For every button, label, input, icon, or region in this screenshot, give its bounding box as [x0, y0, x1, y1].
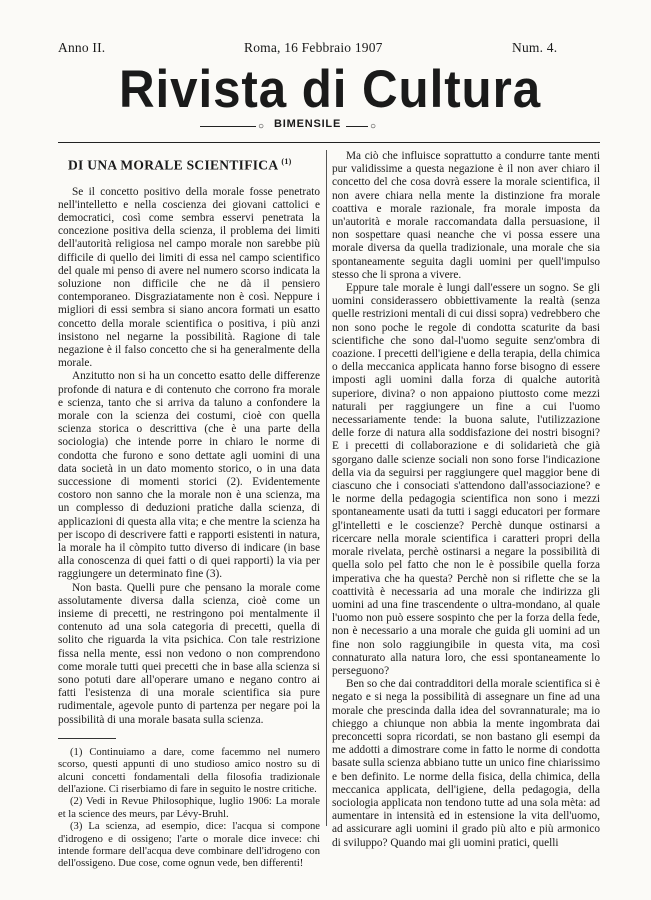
left-paragraph-1: Se il concetto positivo della morale fosse penetrato nell'intelletto e nella coscienza dei giovani cattolici e democratici, così come sembra esservi penetrata la concezione positiva della scienza, il problema dei limiti dell'autorità religiosa nel campo morale non sarebbe più difficile di quello dei limiti di essa nel campo scientifico del quale mi penso di avere nel numero scorso indicata la soluzione non difficile che ne dà il pensiero contemporaneo. Disgraziatamente non è così. Neppure i migliori di essi sembra si siano ancora formati un esatto concetto della morale scientifica o positiva, i più anzi insistono nel negarne la possibilità. Ragione di tale negazione è il falso concetto che si ha generalmente della morale. [58, 185, 320, 370]
ornament-circle-left-icon: ○ [258, 121, 265, 132]
masthead-subtitle: BIMENSILE [274, 118, 342, 130]
article-title-note: (1) [281, 157, 292, 166]
right-paragraph-2: Eppure tale morale è lungi dall'essere un sogno. Se gli uomini considerassero obbiettivamente la realtà (senza quelle restrizioni mentali di cui dissi sopra) vedrebbero che non sono poche le regole di condotta scaturite da basi scientifiche che sono dal-l'uomo seguite senz'ombra di coazione. I precetti dell'igiene e della terapia, della chimica o della meccanica applicata hanno forse bisogno di essere imposti agli uomini dalla forza di qualche autorità superiore, divina? o non appaiono piuttosto come mezzi naturali per raggiungere un fine a cui l'uomo necessariamente tende: la buona salute, l'utilizzazione delle forze di natura alla soddisfazione dei nostri bisogni? E i precetti di collaborazione e di solidarietà che già sgorgano dalle scienze sociali non sono forse l'indicazione della via da seguirsi per raggiungere quel maggior bene di ciascuno che i consociati s'attendono dall'associazione? e le norme della pedagogia scientifica non sono i mezzi spontaneamente usati da tutti i saggi educatori per formare gl'intelletti e le coscienze? Perchè dunque ostinarsi a ricercare nella morale scientifica i caratteri propri della morale rivelata, perchè ostinarsi a negare la possibilità di quella solo pel fatto che non le è possibile quella forza imperativa che ha questa? Perchè non si riflette che se la coattività è necessaria ad una morale che indirizza gli uomini ad una fine trascendente o ultra-mondano, al quale l'uomo non può essere sospinto che per la forza della fede, non è necessario a una morale che guida gli uomini ad un fine non solo raggiungibile in questa vita, ma così connaturato alla natura loro, che essi spontaneamente lo perseguono? [332, 282, 600, 677]
issue-year: Anno II. [58, 40, 106, 55]
ornament-rule-left [200, 126, 256, 127]
left-paragraph-3: Non basta. Quelli pure che pensano la morale come assolutamente diversa dalla scienza, cioè come un insieme di precetti, ne restringono poi mentalmente il contenuto ad una sola categoria di precetti, quella di solito che riguarda la vita psichica. Con tale restrizione fissa nella mente, essi non vedono o non comprendono come morale tutti quei precetti che in base alla scienza si sono potuti dare all'operare umano e negano contro ai fatti l'esistenza di una morale scientifica sia pure rudimentale, agevole punto di partenza per negare poi la possibilità di una morale basata sulla scienza. [58, 581, 320, 726]
header-rule [58, 142, 600, 143]
footnote-3: (3) La scienza, ad esempio, dice: l'acqua si compone d'idrogeno e di ossigeno; l'arte o morale dice invece: chi intende formare dell'acqua deve combinare dell'idrogeno con dell'ossigeno. Due cose, come ognun vede, ben differenti! [58, 821, 320, 870]
place-date: Roma, 16 Febbraio 1907 [244, 40, 383, 55]
masthead-subtitle-row [0, 118, 651, 134]
column-divider [326, 150, 327, 826]
footnote-1: (1) Continuiamo a dare, come facemmo nel numero scorso, questi appunti di uno studioso amico nostro su di alcuni concetti fondamentali della filosofia tradizionale dell'azione. Ci riserbiamo di fare in seguito le nostre critiche. [58, 746, 320, 796]
footnote-2: (2) Vedi in Revue Philosophique, luglio 1906: La morale et la science des meurs, par Lévy-Bruhl. [58, 796, 320, 820]
article-title-block [68, 154, 320, 174]
right-paragraph-3: Ben so che dai contradditori della morale scientifica si è negato e si nega la possibilità di assegnare un fine ad una morale che prescinda dalla idea del sovrannaturale; ma io chieggo a chiunque non abbia la mente ingombrata dai preconcetti sopra ricordati, se non bastano gli esempi da me addotti a dimostrare come in fatto le norme di condotta basate sulla scienza abbiano tutte un unico fine chiarissimo e ben definito. Le norme della fisica, della chimica, della meccanica applicata, dell'igiene, della pedagogia, della sociologia applicata non tendono tutte ad una sola mèta: ad aumentare in intensità ed in estensione la vita dell'uomo, ad assicurare agli uomini il grado più alto e più armonico di sviluppo? Quando mai gli uomini pratici, quelli [332, 678, 600, 849]
footnote-rule [58, 738, 116, 739]
ornament-rule-right [346, 126, 368, 127]
left-column [58, 150, 320, 871]
article-title: DI UNA MORALE SCIENTIFICA [68, 157, 278, 173]
ornament-circle-right-icon: ○ [370, 121, 377, 132]
issue-number: Num. 4. [512, 40, 558, 55]
right-paragraph-1: Ma ciò che influisce soprattutto a condurre tante menti pur validissime a questa negazione è il non aver chiaro il concetto del che cosa dovrà essere la morale scientifica, il non avere chiara nella mente la distinzione fra morale coattiva e morale razionale, fra morale imposta da un'autorità e morale raccomandata dalla persuasione, il non sospettare quasi neanche che vi possa essere una morale diversa da quella tradizionale, una morale che sia spontaneamente seguita dagli uomini per quell'impulso stesso che li sprona a vivere. [332, 150, 600, 281]
right-column [332, 150, 600, 850]
masthead-title: Rivista di Cultura [118, 60, 542, 119]
left-paragraph-2: Anzitutto non si ha un concetto esatto delle differenze profonde di natura e di contenuto che corrono fra morale e scienza, tanto che si arriva da taluno a confondere la morale con la scienza dei costumi, cioè con quella scienza storica o descrittiva (che è una parte della sociologia) che intende porre in chiaro le norme di condotta che furono e sono dettate agli uomini di una data società in un dato momento storico, o in una data successione di momenti storici (2). Evidentemente costoro non sanno che la morale non è una scienza, ma un complesso di deduzioni pratiche dalla scienza, di applicazioni di questa alla vita; e che mentre la scienza ha per iscopo di descrivere fatti e rapporti esistenti in natura, la morale ha il còmpito tutto diverso di indicare (in base alla conoscenza di quei fatti o di quei rapporti) la via per raggiungere un determinato fine (3). [58, 370, 320, 581]
